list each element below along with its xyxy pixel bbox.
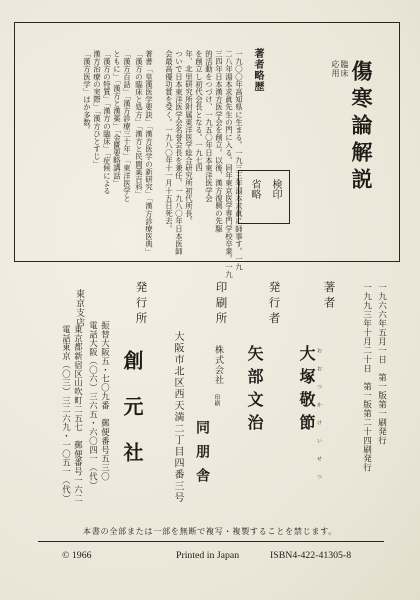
tokyo-branch-label: 東京支店 xyxy=(74,289,84,327)
bio-line-6: 年、北里研究所附属東洋医学総合研究所初代所長。 xyxy=(184,50,194,225)
bio-line-10: 著書「皇漢医学要訣」「漢方医学の新研究」「漢方診療医典」 xyxy=(144,50,154,256)
author-name: 大塚敬節 xyxy=(297,345,316,437)
bio-line-8: 会最高優功賞を受く。一九八〇年十一月十五日死去。 xyxy=(164,50,174,233)
book-title: 傷寒論解説 xyxy=(349,60,374,195)
bio-line-12: 「漢方百話」「漢方診療三十年」「東洋医学と xyxy=(122,50,132,203)
publisher-address: 大阪市北区西天満二丁目四番三号 xyxy=(172,331,183,504)
tokyo-phone-line: 電話東京（〇三）三二六九・一〇五一（代） xyxy=(61,325,72,503)
osaka-phone-line: 電話大阪（〇六）三六五・六〇四一（代） xyxy=(88,321,99,490)
isbn: ISBN4-422-41305-8 xyxy=(270,550,352,561)
bio-line-5: を創立し初代会長となる。一九七四 xyxy=(194,50,204,172)
tokyo-address-line: 東京都新宿区山吹町二五七 郵便番号一六二 xyxy=(73,325,84,503)
bio-line-3: 三四年日本漢方医学会を創立。以後、漢方復興の先駆 xyxy=(214,50,224,233)
publishing-house-name: 創元社 xyxy=(120,350,144,488)
subtitle-line-2: 応用 xyxy=(331,60,340,78)
latest-edition-date: 一九九三年十月二十日 第一版第二十四刷発行 xyxy=(361,283,372,472)
seal-omitted-box xyxy=(238,170,290,224)
bio-line-1: 一九〇〇年高知県に生まる。一九三三年湯本求眞に師事す。一九 xyxy=(234,50,244,271)
printer-corp-type: 株式会社 xyxy=(213,345,223,385)
first-edition-date: 一九六六年五月一日 第一版第一刷発行 xyxy=(376,283,387,445)
bio-line-11: 「漢方の臨床と処方」「漢方と民間薬百科」 xyxy=(134,50,144,199)
author-ruby: おおつかけいせつ xyxy=(316,348,322,492)
bio-line-14: 「漢方の特質」「漢方の臨床」「症候による xyxy=(102,50,112,195)
publisher-person-name: 矢部文治 xyxy=(245,345,264,437)
osaka-transfer-line: 振替大阪五・七〇九番 郵便番号五三〇 xyxy=(100,321,111,482)
publishing-house-label: 発行所 xyxy=(134,281,149,328)
footer-rule xyxy=(38,541,384,542)
printed-in-japan: Printed in Japan xyxy=(176,550,240,561)
printer-name: 同朋舎 xyxy=(194,420,210,492)
bio-line-16: 「漢方医学」ほか多数。 xyxy=(82,50,92,134)
seal-label-1: 検印 xyxy=(270,179,281,199)
copyright-notice-ja: 本書の全部または一部を無断で複写・複製することを禁じます。 xyxy=(82,526,338,536)
author-bio-heading: 著者略歴 xyxy=(252,48,263,92)
copyright-year: © 1966 xyxy=(62,550,92,561)
bio-line-15: 漢方治療の実際」「漢方ひとすじ」 xyxy=(92,50,102,168)
bio-line-2: 二八年湯本求眞先生の門に入る。同年東京医学専門学校卒業。一九 xyxy=(224,50,234,278)
bio-line-13: ともに」「漢方と漢薬」「金匱要略講話」 xyxy=(112,50,122,187)
printer-label: 印刷所 xyxy=(214,281,229,328)
printer-corp-prefix: 印刷 xyxy=(213,394,220,406)
seal-label-2: 省略 xyxy=(249,179,260,199)
bio-line-4: 的活動をつづけ、一九五〇年日本東洋医学会 xyxy=(204,50,214,202)
bio-line-7: ついで日本東洋医学会名誉会長を兼任。一九八〇年日本医師 xyxy=(174,50,184,256)
author-label: 著者 xyxy=(322,281,337,312)
publisher-person-label: 発行者 xyxy=(267,281,282,328)
subtitle-line-1: 臨床 xyxy=(340,60,349,78)
